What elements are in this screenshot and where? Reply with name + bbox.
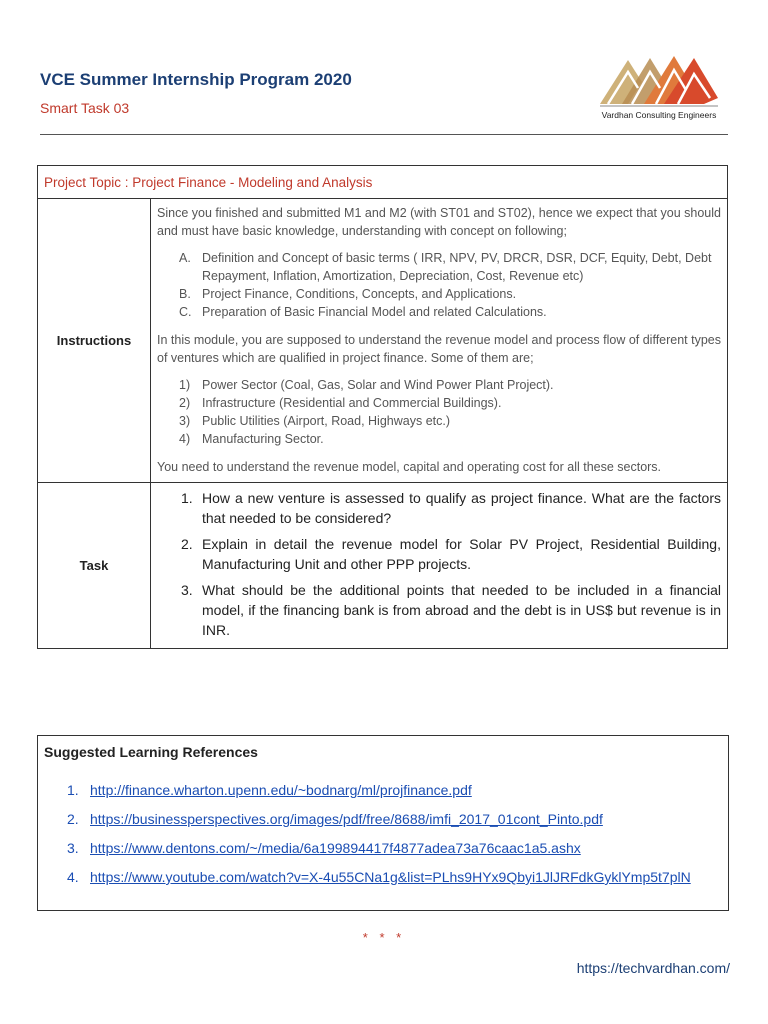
list-item: 2) Infrastructure (Residential and Commercial Buildings). — [179, 396, 502, 410]
company-logo — [598, 52, 720, 124]
list-item: 4. https://www.youtube.com/watch?v=X-4u55CNa1g&list=PLhs9HYx9Qbyi1JlJRFdkGyklYmp5t7plN — [67, 869, 691, 885]
list-item: 2. https://businessperspectives.org/images/pdf/free/8688/imfi_2017_01cont_Pinto.pdf — [67, 811, 603, 827]
logo-company-name: Vardhan Consulting Engineers — [601, 110, 717, 120]
list-item: 3) Public Utilities (Airport, Road, Highways etc.) — [179, 414, 450, 428]
list-item: 1. How a new venture is assessed to qualify as project finance. What are the factors that needed to be considered? — [181, 490, 721, 526]
list-item: 4) Manufacturing Sector. — [179, 432, 324, 446]
website-link[interactable]: https://techvardhan.com/ — [576, 960, 730, 976]
list-item: C. Preparation of Basic Financial Model and related Calculations. — [179, 305, 547, 319]
reference-link[interactable]: https://www.dentons.com/~/media/6a199894417f4877adea73a76caac1a5.ashx — [90, 840, 581, 856]
topic-row — [38, 166, 728, 199]
list-item: 3. What should be the additional points that needed to be included in a financial model, if the financing bank is from abroad and the debt is in US$ but revenue is in INR. — [181, 582, 721, 638]
program-title: VCE Summer Internship Program 2020 — [40, 70, 352, 89]
list-item: B. Project Finance, Conditions, Concepts, and Applications. — [179, 287, 517, 301]
sectors-list — [157, 376, 721, 448]
reference-link[interactable]: https://businessperspectives.org/images/pdf/free/8688/imfi_2017_01cont_Pinto.pdf — [90, 811, 603, 827]
mountain-logo-icon — [598, 52, 720, 110]
project-table — [37, 165, 728, 649]
list-item: 1. http://finance.wharton.upenn.edu/~bodnarg/ml/projfinance.pdf — [67, 782, 472, 798]
header-divider — [40, 134, 728, 135]
list-item: 3. https://www.dentons.com/~/media/6a199894417f4877adea73a76caac1a5.ashx — [67, 840, 581, 856]
reference-link[interactable]: http://finance.wharton.upenn.edu/~bodnarg/ml/projfinance.pdf — [90, 782, 472, 798]
task-row — [38, 483, 728, 649]
instructions-row — [38, 199, 728, 483]
list-item: 2. Explain in detail the revenue model for Solar PV Project, Residential Building, Manufacturing Unit and other PPP projects. — [181, 536, 721, 572]
list-item: A. Definition and Concept of basic terms ( IRR, NPV, PV, DRCR, DSR, DCF, Equity, Debt, Debt Repayment, Inflation, Amortization, Depreciation, Cost, Revenue etc) — [179, 251, 712, 283]
task-subtitle: Smart Task 03 — [40, 100, 130, 116]
references-title: Suggested Learning References — [44, 744, 258, 760]
task-label: Task — [38, 483, 151, 649]
concepts-list — [157, 249, 721, 321]
task-content — [151, 483, 728, 649]
list-item: 1) Power Sector (Coal, Gas, Solar and Wind Power Plant Project). — [179, 378, 554, 392]
project-topic: Project Topic : Project Finance - Modeling and Analysis — [38, 166, 728, 199]
references-box — [37, 735, 729, 911]
section-separator: * * * — [362, 930, 406, 945]
instructions-closing: You need to understand the revenue model, capital and operating cost for all these sectors. — [157, 460, 662, 474]
instructions-intro: Since you finished and submitted M1 and M2 (with ST01 and ST02), hence we expect that you should and must have basic knowledge, understanding with concept on following; — [157, 206, 721, 238]
references-list — [38, 780, 730, 896]
instructions-label: Instructions — [38, 199, 151, 483]
instructions-content — [151, 199, 728, 483]
reference-link[interactable]: https://www.youtube.com/watch?v=X-4u55CNa1g&list=PLhs9HYx9Qbyi1JlJRFdkGyklYmp5t7plN — [90, 869, 691, 885]
task-list — [157, 488, 721, 640]
module-description: In this module, you are supposed to understand the revenue model and process flow of different types of ventures which are qualified in project finance. Some of them are; — [157, 333, 722, 365]
